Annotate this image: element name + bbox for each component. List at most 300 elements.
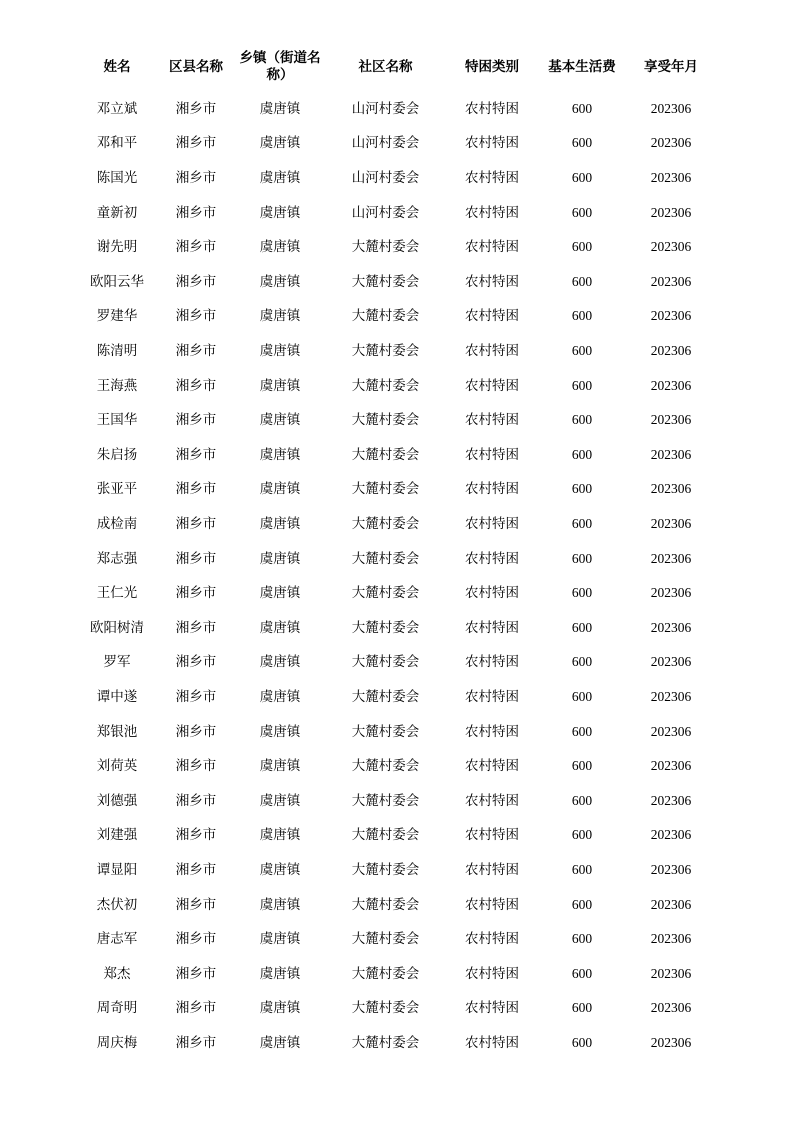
column-header-county-label: 区县名称 (169, 58, 223, 74)
cell-community-text: 大麓村委会 (351, 446, 420, 462)
table-row (78, 300, 715, 335)
cell-fee (537, 853, 627, 888)
cell-fee (537, 611, 627, 646)
cell-county-text: 湘乡市 (175, 654, 217, 670)
cell-name-text: 谭显阳 (96, 861, 138, 877)
cell-community (324, 473, 447, 508)
table-row (78, 957, 715, 992)
table-row (78, 403, 715, 438)
cell-fee-text: 600 (571, 273, 593, 289)
cell-name-text: 周庆梅 (96, 1034, 138, 1050)
cell-month (627, 127, 715, 162)
cell-category (447, 473, 537, 508)
cell-category-text: 农村特困 (465, 550, 519, 566)
cell-name-text: 王仁光 (96, 585, 138, 601)
cell-county (156, 403, 236, 438)
cell-community-text: 山河村委会 (351, 204, 420, 220)
cell-category-text: 农村特困 (465, 758, 519, 774)
cell-month (627, 749, 715, 784)
cell-name-text: 陈国光 (96, 170, 138, 186)
cell-community (324, 715, 447, 750)
cell-name-text: 张亚平 (96, 481, 138, 497)
cell-month (627, 922, 715, 957)
cell-county-text: 湘乡市 (175, 515, 217, 531)
cell-category-text: 农村特困 (465, 377, 519, 393)
cell-month-text: 202306 (650, 412, 692, 428)
cell-category (447, 127, 537, 162)
cell-community-text: 山河村委会 (351, 135, 420, 151)
cell-name (78, 334, 156, 369)
cell-community (324, 818, 447, 853)
cell-fee (537, 680, 627, 715)
cell-name (78, 680, 156, 715)
cell-month (627, 818, 715, 853)
cell-town (236, 680, 324, 715)
cell-category-text: 农村特困 (465, 931, 519, 947)
table-header-row (78, 44, 715, 92)
cell-month (627, 1026, 715, 1061)
cell-fee (537, 507, 627, 542)
cell-community (324, 507, 447, 542)
cell-fee-text: 600 (571, 965, 593, 981)
cell-community-text: 大麓村委会 (351, 308, 420, 324)
cell-category (447, 1026, 537, 1061)
cell-month-text: 202306 (650, 170, 692, 186)
cell-community-text: 大麓村委会 (351, 1000, 420, 1016)
cell-fee-text: 600 (571, 550, 593, 566)
cell-community-text: 大麓村委会 (351, 1034, 420, 1050)
cell-month (627, 957, 715, 992)
column-header-community (324, 44, 447, 92)
cell-town (236, 646, 324, 681)
cell-month (627, 438, 715, 473)
cell-fee (537, 784, 627, 819)
cell-name-text: 郑银池 (96, 723, 138, 739)
cell-community (324, 853, 447, 888)
cell-category-text: 农村特困 (465, 308, 519, 324)
cell-month (627, 646, 715, 681)
cell-month-text: 202306 (650, 931, 692, 947)
cell-fee-text: 600 (571, 931, 593, 947)
cell-name-text: 谢先明 (96, 239, 138, 255)
cell-category (447, 576, 537, 611)
cell-month-text: 202306 (650, 239, 692, 255)
cell-county-text: 湘乡市 (175, 585, 217, 601)
cell-fee (537, 576, 627, 611)
cell-category (447, 92, 537, 127)
table-row (78, 715, 715, 750)
cell-fee (537, 230, 627, 265)
cell-name-text: 谭中遂 (96, 688, 138, 704)
cell-fee (537, 646, 627, 681)
cell-category (447, 888, 537, 923)
cell-fee-text: 600 (571, 723, 593, 739)
cell-month (627, 507, 715, 542)
cell-category-text: 农村特困 (465, 204, 519, 220)
cell-community (324, 991, 447, 1026)
cell-town-text: 虞唐镇 (259, 515, 301, 531)
cell-fee-text: 600 (571, 861, 593, 877)
cell-fee-text: 600 (571, 654, 593, 670)
cell-category (447, 265, 537, 300)
cell-community (324, 334, 447, 369)
cell-town-text: 虞唐镇 (259, 723, 301, 739)
cell-fee (537, 369, 627, 404)
cell-community-text: 大麓村委会 (351, 377, 420, 393)
cell-month (627, 576, 715, 611)
cell-name (78, 265, 156, 300)
cell-name (78, 300, 156, 335)
cell-fee-text: 600 (571, 481, 593, 497)
cell-town (236, 1026, 324, 1061)
cell-month-text: 202306 (650, 515, 692, 531)
cell-community (324, 888, 447, 923)
cell-county (156, 161, 236, 196)
cell-town-text: 虞唐镇 (259, 446, 301, 462)
cell-fee-text: 600 (571, 515, 593, 531)
cell-category-text: 农村特困 (465, 723, 519, 739)
cell-town-text: 虞唐镇 (259, 1034, 301, 1050)
cell-county (156, 1026, 236, 1061)
cell-county-text: 湘乡市 (175, 100, 217, 116)
cell-fee-text: 600 (571, 100, 593, 116)
cell-county-text: 湘乡市 (175, 1000, 217, 1016)
cell-fee-text: 600 (571, 135, 593, 151)
cell-name (78, 438, 156, 473)
cell-month-text: 202306 (650, 619, 692, 635)
cell-name (78, 749, 156, 784)
cell-community (324, 646, 447, 681)
cell-fee (537, 888, 627, 923)
cell-county-text: 湘乡市 (175, 412, 217, 428)
cell-month-text: 202306 (650, 585, 692, 601)
cell-fee-text: 600 (571, 585, 593, 601)
cell-month-text: 202306 (650, 827, 692, 843)
cell-category-text: 农村特困 (465, 585, 519, 601)
column-header-town (236, 44, 324, 92)
cell-category-text: 农村特困 (465, 239, 519, 255)
column-header-name-label: 姓名 (103, 58, 131, 74)
table-row (78, 853, 715, 888)
cell-community-text: 大麓村委会 (351, 931, 420, 947)
cell-name-text: 罗军 (103, 654, 131, 670)
cell-community-text: 大麓村委会 (351, 619, 420, 635)
cell-community-text: 大麓村委会 (351, 688, 420, 704)
cell-category-text: 农村特困 (465, 619, 519, 635)
cell-town (236, 922, 324, 957)
cell-county (156, 92, 236, 127)
column-header-fee (537, 44, 627, 92)
table-row (78, 542, 715, 577)
cell-category (447, 784, 537, 819)
cell-month-text: 202306 (650, 100, 692, 116)
cell-month-text: 202306 (650, 481, 692, 497)
cell-name (78, 196, 156, 231)
cell-name-text: 邓和平 (96, 135, 138, 151)
cell-name-text: 刘荷英 (96, 758, 138, 774)
cell-fee-text: 600 (571, 619, 593, 635)
cell-community (324, 1026, 447, 1061)
cell-name (78, 127, 156, 162)
cell-town-text: 虞唐镇 (259, 619, 301, 635)
cell-county (156, 957, 236, 992)
cell-town-text: 虞唐镇 (259, 827, 301, 843)
cell-category-text: 农村特困 (465, 861, 519, 877)
cell-town (236, 853, 324, 888)
cell-town-text: 虞唐镇 (259, 896, 301, 912)
cell-name (78, 611, 156, 646)
cell-fee-text: 600 (571, 792, 593, 808)
cell-month (627, 196, 715, 231)
cell-fee-text: 600 (571, 896, 593, 912)
cell-town (236, 784, 324, 819)
cell-county-text: 湘乡市 (175, 446, 217, 462)
cell-name-text: 欧阳云华 (90, 273, 144, 289)
cell-county (156, 473, 236, 508)
cell-community (324, 92, 447, 127)
cell-fee (537, 334, 627, 369)
cell-name (78, 507, 156, 542)
cell-category (447, 438, 537, 473)
cell-community-text: 山河村委会 (351, 100, 420, 116)
cell-category (447, 369, 537, 404)
cell-town-text: 虞唐镇 (259, 100, 301, 116)
cell-category (447, 957, 537, 992)
table-row (78, 161, 715, 196)
cell-fee-text: 600 (571, 758, 593, 774)
column-header-town-label: 乡镇（街道名称） (239, 50, 321, 82)
cell-category-text: 农村特困 (465, 965, 519, 981)
cell-community (324, 784, 447, 819)
cell-month (627, 300, 715, 335)
cell-category-text: 农村特困 (465, 343, 519, 359)
cell-name (78, 230, 156, 265)
cell-community-text: 大麓村委会 (351, 723, 420, 739)
cell-fee (537, 196, 627, 231)
cell-county-text: 湘乡市 (175, 965, 217, 981)
cell-category-text: 农村特困 (465, 688, 519, 704)
cell-category-text: 农村特困 (465, 827, 519, 843)
cell-name (78, 818, 156, 853)
cell-category (447, 230, 537, 265)
cell-community-text: 大麓村委会 (351, 758, 420, 774)
cell-category (447, 715, 537, 750)
cell-month-text: 202306 (650, 308, 692, 324)
cell-category (447, 507, 537, 542)
cell-month-text: 202306 (650, 550, 692, 566)
table-row (78, 265, 715, 300)
cell-community (324, 749, 447, 784)
cell-month (627, 230, 715, 265)
cell-fee (537, 300, 627, 335)
cell-fee (537, 438, 627, 473)
column-header-category-label: 特困类别 (465, 58, 519, 74)
cell-fee-text: 600 (571, 239, 593, 255)
cell-category-text: 农村特困 (465, 481, 519, 497)
cell-month-text: 202306 (650, 1034, 692, 1050)
cell-name (78, 369, 156, 404)
table-row (78, 230, 715, 265)
cell-town (236, 265, 324, 300)
cell-town (236, 542, 324, 577)
column-header-fee-label: 基本生活费 (548, 58, 616, 74)
table-row (78, 438, 715, 473)
cell-name-text: 陈清明 (96, 343, 138, 359)
cell-name-text: 王海燕 (96, 377, 138, 393)
cell-month (627, 853, 715, 888)
cell-fee (537, 957, 627, 992)
cell-month-text: 202306 (650, 792, 692, 808)
cell-town-text: 虞唐镇 (259, 204, 301, 220)
cell-county (156, 334, 236, 369)
cell-community (324, 922, 447, 957)
cell-town-text: 虞唐镇 (259, 170, 301, 186)
cell-fee (537, 922, 627, 957)
cell-community-text: 大麓村委会 (351, 827, 420, 843)
cell-community-text: 大麓村委会 (351, 792, 420, 808)
cell-town-text: 虞唐镇 (259, 273, 301, 289)
cell-fee (537, 991, 627, 1026)
table-row (78, 576, 715, 611)
cell-month-text: 202306 (650, 861, 692, 877)
cell-fee-text: 600 (571, 688, 593, 704)
cell-town (236, 334, 324, 369)
cell-fee-text: 600 (571, 1000, 593, 1016)
cell-name-text: 邓立斌 (96, 100, 138, 116)
cell-category (447, 646, 537, 681)
column-header-community-label: 社区名称 (358, 58, 413, 74)
cell-name-text: 周奇明 (96, 1000, 138, 1016)
cell-county (156, 507, 236, 542)
cell-month (627, 784, 715, 819)
cell-category-text: 农村特困 (465, 100, 519, 116)
cell-county (156, 784, 236, 819)
cell-month (627, 542, 715, 577)
cell-name (78, 957, 156, 992)
column-header-month-label: 享受年月 (644, 58, 698, 74)
cell-month-text: 202306 (650, 688, 692, 704)
cell-county (156, 991, 236, 1026)
cell-category (447, 680, 537, 715)
cell-county (156, 646, 236, 681)
cell-name-text: 欧阳树清 (90, 619, 144, 635)
cell-town-text: 虞唐镇 (259, 758, 301, 774)
cell-name (78, 646, 156, 681)
cell-county (156, 922, 236, 957)
cell-fee-text: 600 (571, 827, 593, 843)
cell-county (156, 576, 236, 611)
cell-category-text: 农村特困 (465, 446, 519, 462)
cell-community (324, 680, 447, 715)
cell-category-text: 农村特困 (465, 135, 519, 151)
cell-town (236, 715, 324, 750)
cell-town-text: 虞唐镇 (259, 412, 301, 428)
cell-name-text: 成检南 (96, 515, 138, 531)
cell-town-text: 虞唐镇 (259, 792, 301, 808)
cell-category (447, 542, 537, 577)
cell-category-text: 农村特困 (465, 515, 519, 531)
table-row (78, 369, 715, 404)
cell-category-text: 农村特困 (465, 170, 519, 186)
cell-county-text: 湘乡市 (175, 688, 217, 704)
cell-fee (537, 1026, 627, 1061)
cell-town (236, 957, 324, 992)
cell-county (156, 369, 236, 404)
cell-month (627, 473, 715, 508)
table-row (78, 749, 715, 784)
cell-community (324, 957, 447, 992)
cell-category-text: 农村特困 (465, 792, 519, 808)
cell-community (324, 230, 447, 265)
cell-month-text: 202306 (650, 965, 692, 981)
cell-fee (537, 92, 627, 127)
cell-county (156, 300, 236, 335)
cell-name (78, 853, 156, 888)
cell-community-text: 大麓村委会 (351, 412, 420, 428)
cell-category (447, 818, 537, 853)
cell-county (156, 542, 236, 577)
cell-fee (537, 403, 627, 438)
cell-month (627, 334, 715, 369)
table-row (78, 818, 715, 853)
cell-name-text: 朱启扬 (96, 446, 138, 462)
cell-fee (537, 749, 627, 784)
table-row (78, 784, 715, 819)
cell-month (627, 92, 715, 127)
cell-month-text: 202306 (650, 654, 692, 670)
column-header-county (156, 44, 236, 92)
table-row (78, 1026, 715, 1061)
cell-town (236, 438, 324, 473)
cell-county (156, 888, 236, 923)
cell-name (78, 922, 156, 957)
cell-name-text: 杰伏初 (96, 896, 138, 912)
cell-community (324, 438, 447, 473)
cell-month (627, 265, 715, 300)
cell-fee-text: 600 (571, 446, 593, 462)
cell-fee-text: 600 (571, 1034, 593, 1050)
special-hardship-roster-table (78, 44, 715, 1061)
cell-name-text: 刘建强 (96, 827, 138, 843)
cell-name (78, 161, 156, 196)
cell-fee-text: 600 (571, 170, 593, 186)
cell-category-text: 农村特困 (465, 1000, 519, 1016)
cell-fee-text: 600 (571, 343, 593, 359)
cell-category (447, 749, 537, 784)
cell-county (156, 818, 236, 853)
cell-town-text: 虞唐镇 (259, 135, 301, 151)
cell-town (236, 403, 324, 438)
cell-county-text: 湘乡市 (175, 170, 217, 186)
cell-county-text: 湘乡市 (175, 239, 217, 255)
cell-community (324, 265, 447, 300)
cell-name-text: 唐志军 (96, 931, 138, 947)
cell-county-text: 湘乡市 (175, 377, 217, 393)
cell-town (236, 473, 324, 508)
cell-category (447, 334, 537, 369)
cell-town-text: 虞唐镇 (259, 585, 301, 601)
cell-county (156, 265, 236, 300)
cell-fee (537, 715, 627, 750)
cell-county-text: 湘乡市 (175, 758, 217, 774)
cell-county (156, 680, 236, 715)
cell-town-text: 虞唐镇 (259, 688, 301, 704)
cell-town-text: 虞唐镇 (259, 343, 301, 359)
cell-community-text: 大麓村委会 (351, 481, 420, 497)
cell-month-text: 202306 (650, 377, 692, 393)
cell-town (236, 127, 324, 162)
cell-county-text: 湘乡市 (175, 827, 217, 843)
